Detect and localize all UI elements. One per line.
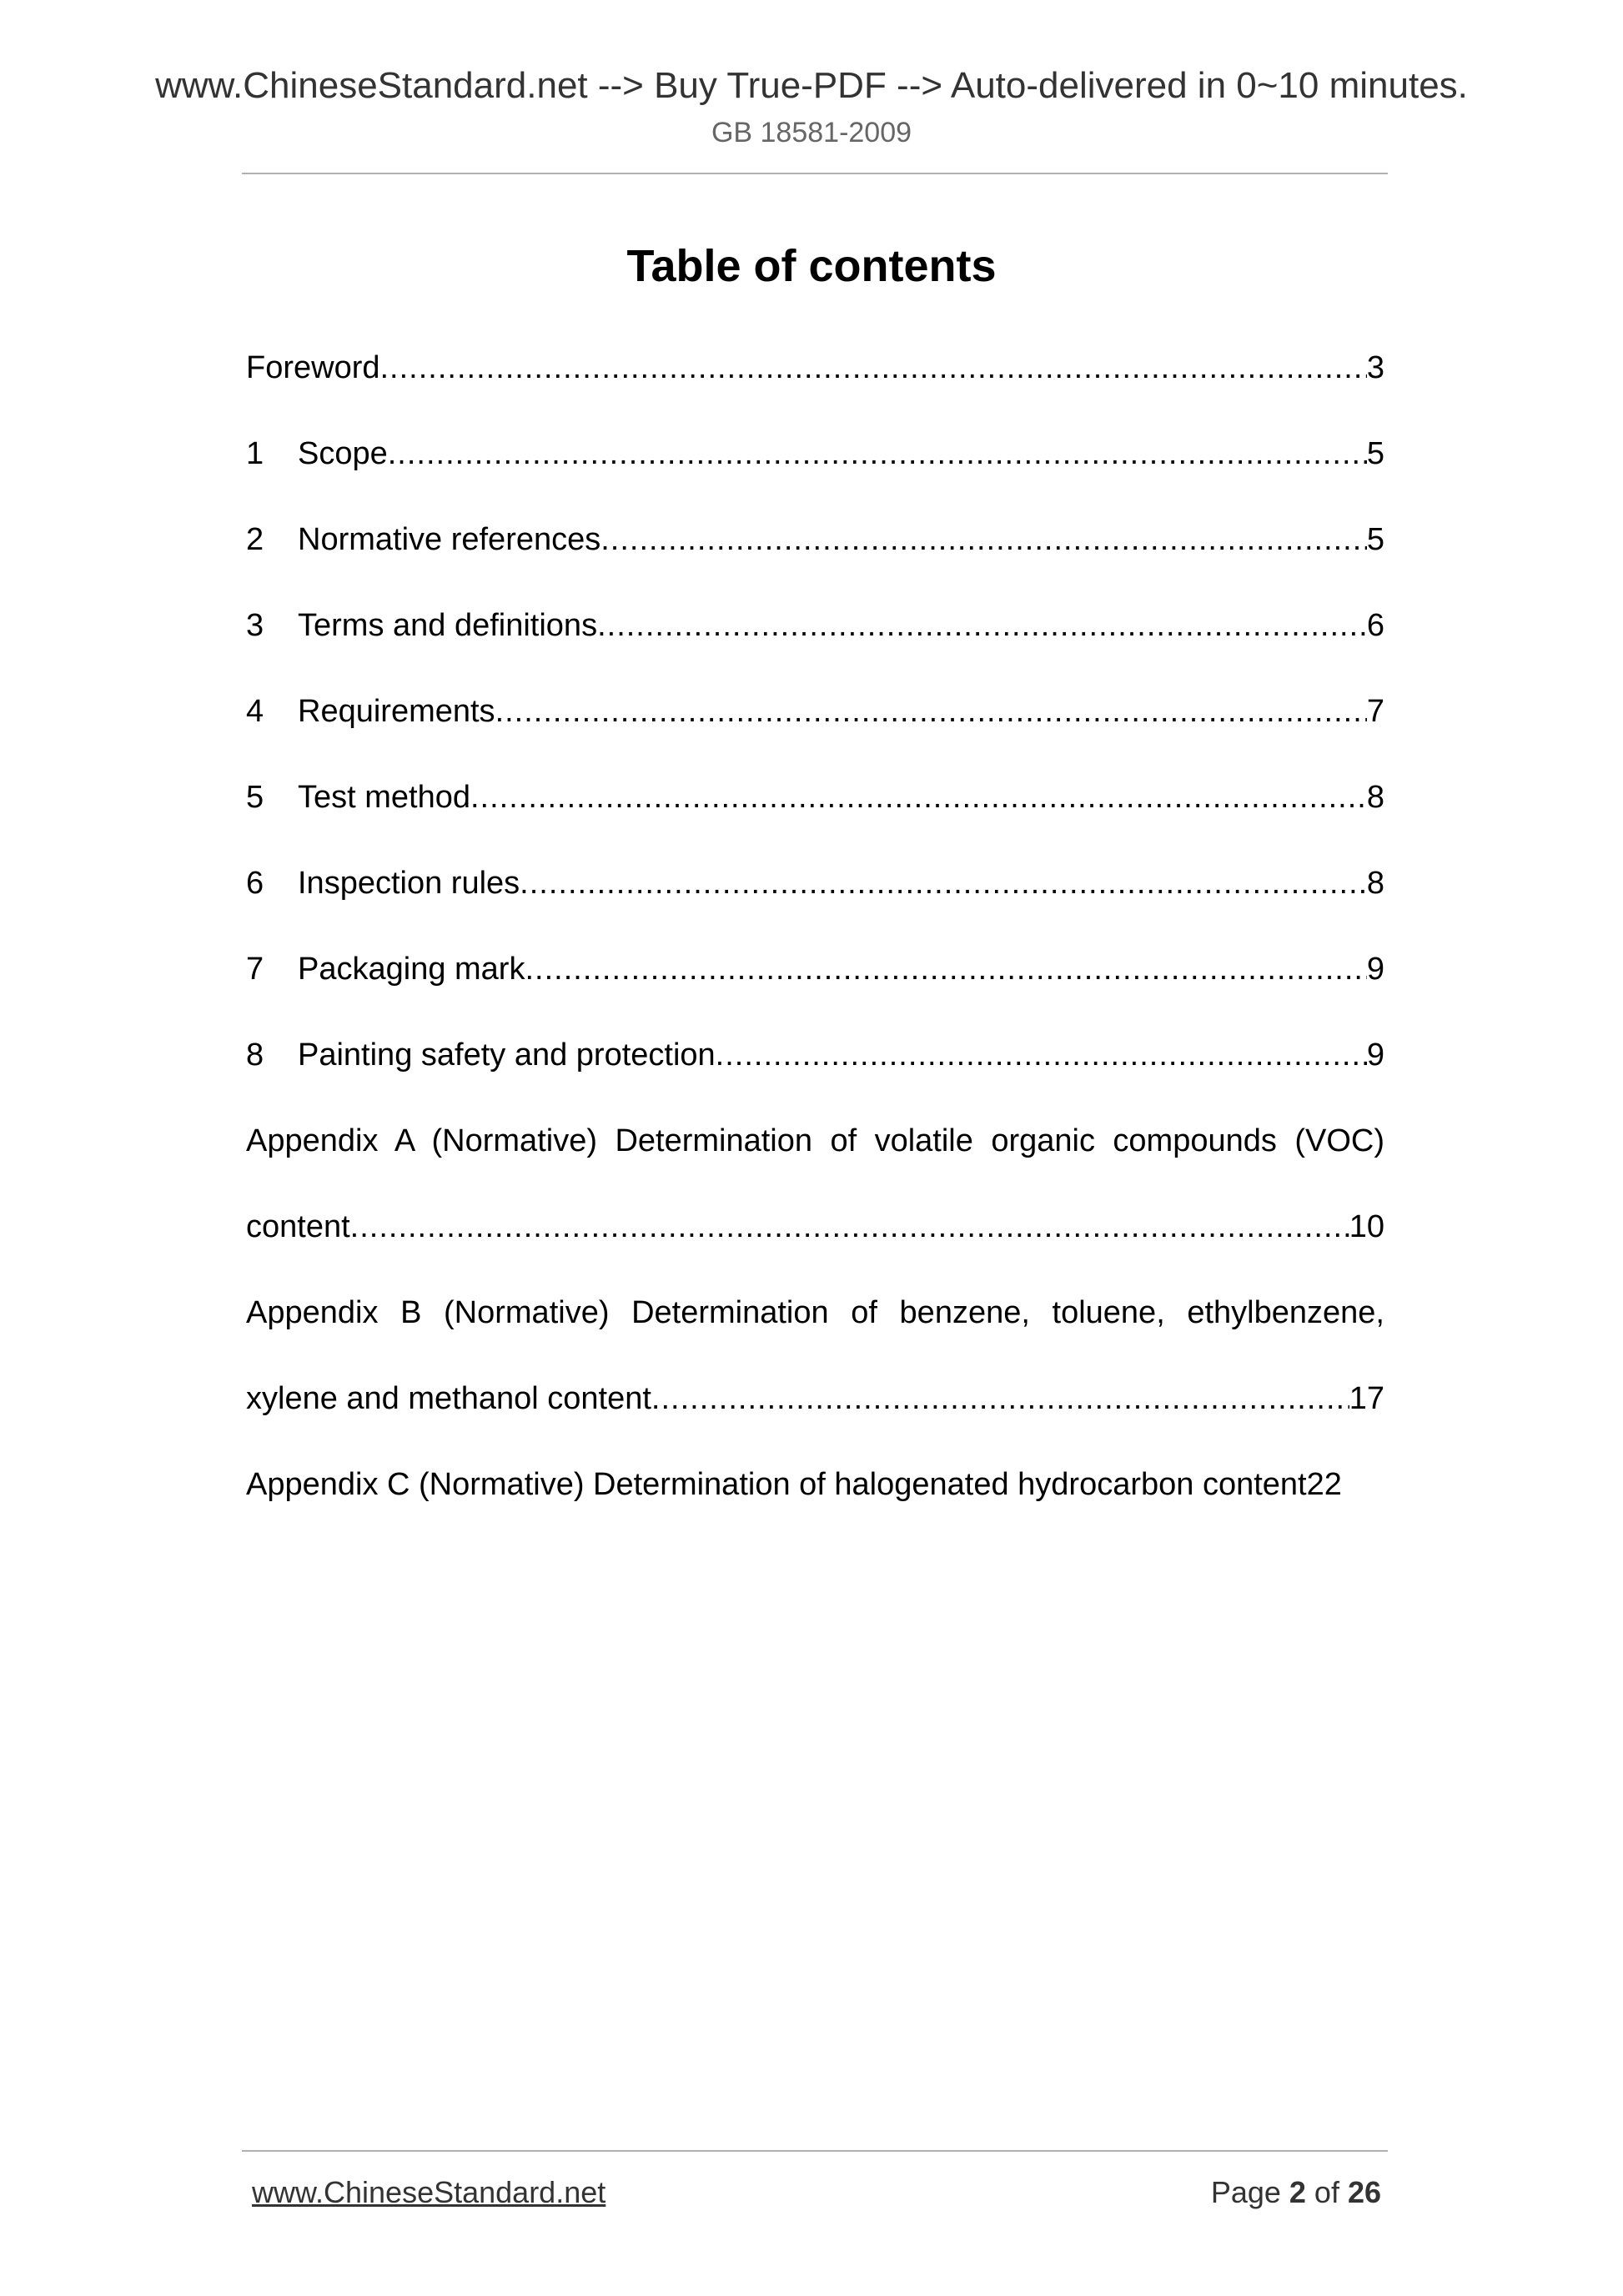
toc-entry-scope[interactable] xyxy=(246,411,1384,497)
toc-entry-page: 5 xyxy=(1366,522,1384,557)
page-title: Table of contents xyxy=(626,241,997,291)
toc-entry-appendix-c[interactable] xyxy=(246,1442,1384,1528)
header-banner: www.ChineseStandard.net --> Buy True-PDF --> Auto-delivered in 0~10 minutes. xyxy=(155,65,1468,106)
document-code: GB 18581-2009 xyxy=(711,117,912,148)
toc-entry-page: 6 xyxy=(1366,608,1384,643)
toc-leader-dots xyxy=(600,497,1367,583)
toc-entry-number: 3 xyxy=(246,608,264,643)
toc-entry-page: 3 xyxy=(1366,350,1384,385)
toc-entry-label: Appendix B (Normative) Determination of benzene, toluene, ethylbenzene, xyxy=(246,1295,1384,1330)
page-number xyxy=(1211,2175,1381,2210)
toc-entry-appendix-b[interactable] xyxy=(246,1270,1384,1356)
toc-leader-dots xyxy=(388,411,1367,497)
toc-entry-page: 9 xyxy=(1366,952,1384,987)
toc-entry-label: Normative references xyxy=(298,522,601,557)
toc-entry-number: 1 xyxy=(246,436,264,471)
page-number-current: 2 xyxy=(1289,2175,1306,2209)
toc-leader-dots xyxy=(495,669,1367,755)
toc-entry-label: Appendix C (Normative) Determination of halogenated hydrocarbon content22 xyxy=(246,1467,1342,1502)
toc-entry-label: content xyxy=(246,1209,350,1244)
toc-leader-dots xyxy=(520,841,1367,927)
toc-entry-number: 4 xyxy=(246,694,264,729)
footer-divider xyxy=(242,2150,1388,2152)
toc-leader-dots xyxy=(380,325,1367,411)
toc-entry-label: Painting safety and protection xyxy=(298,1037,716,1073)
toc-leader-dots xyxy=(597,583,1367,669)
toc-leader-dots xyxy=(716,1012,1367,1098)
toc-entry-label: xylene and methanol content xyxy=(246,1381,651,1416)
toc-entry-number: 5 xyxy=(246,780,264,815)
toc-entry-page: 17 xyxy=(1349,1381,1384,1416)
toc-entry-page: 8 xyxy=(1366,780,1384,815)
toc-entry-label: Packaging mark xyxy=(298,952,525,987)
toc-entry-appendix-a[interactable] xyxy=(246,1098,1384,1184)
toc-entry-normative-references[interactable] xyxy=(246,497,1384,583)
toc-entry-number: 8 xyxy=(246,1037,264,1073)
table-of-contents xyxy=(246,325,1384,1528)
toc-entry-test-method[interactable] xyxy=(246,755,1384,841)
toc-entry-number: 7 xyxy=(246,952,264,987)
toc-entry-painting-safety[interactable] xyxy=(246,1012,1384,1098)
toc-entry-inspection-rules[interactable] xyxy=(246,841,1384,927)
header-divider xyxy=(242,173,1388,174)
toc-leader-dots xyxy=(525,927,1366,1012)
toc-entry-page: 10 xyxy=(1349,1209,1384,1244)
page-number-total: 26 xyxy=(1347,2175,1381,2209)
toc-entry-number: 6 xyxy=(246,866,264,901)
toc-entry-page: 9 xyxy=(1366,1037,1384,1073)
toc-entry-label: Requirements xyxy=(298,694,495,729)
toc-entry-label: Inspection rules xyxy=(298,866,520,901)
toc-entry-label: Terms and definitions xyxy=(298,608,598,643)
toc-entry-page: 8 xyxy=(1366,866,1384,901)
toc-leader-dots xyxy=(350,1184,1349,1270)
page-number-of: of xyxy=(1305,2175,1348,2209)
toc-entry-number: 2 xyxy=(246,522,264,557)
toc-leader-dots xyxy=(651,1356,1349,1442)
toc-entry-foreword[interactable] xyxy=(246,325,1384,411)
toc-entry-label: Foreword xyxy=(246,350,380,385)
toc-entry-requirements[interactable] xyxy=(246,669,1384,755)
toc-entry-packaging-mark[interactable] xyxy=(246,927,1384,1012)
toc-entry-appendix-b-continued[interactable] xyxy=(246,1356,1384,1442)
toc-entry-terms-definitions[interactable] xyxy=(246,583,1384,669)
page-number-prefix: Page xyxy=(1210,2175,1289,2209)
toc-entry-page: 7 xyxy=(1366,694,1384,729)
toc-leader-dots xyxy=(470,755,1367,841)
toc-entry-page: 5 xyxy=(1366,436,1384,471)
toc-entry-label: Test method xyxy=(298,780,470,815)
footer-website-link[interactable]: www.ChineseStandard.net xyxy=(252,2175,606,2209)
toc-entry-label: Scope xyxy=(298,436,388,471)
toc-entry-label: Appendix A (Normative) Determination of volatile organic compounds (VOC) xyxy=(246,1123,1384,1158)
toc-entry-appendix-a-continued[interactable] xyxy=(246,1184,1384,1270)
